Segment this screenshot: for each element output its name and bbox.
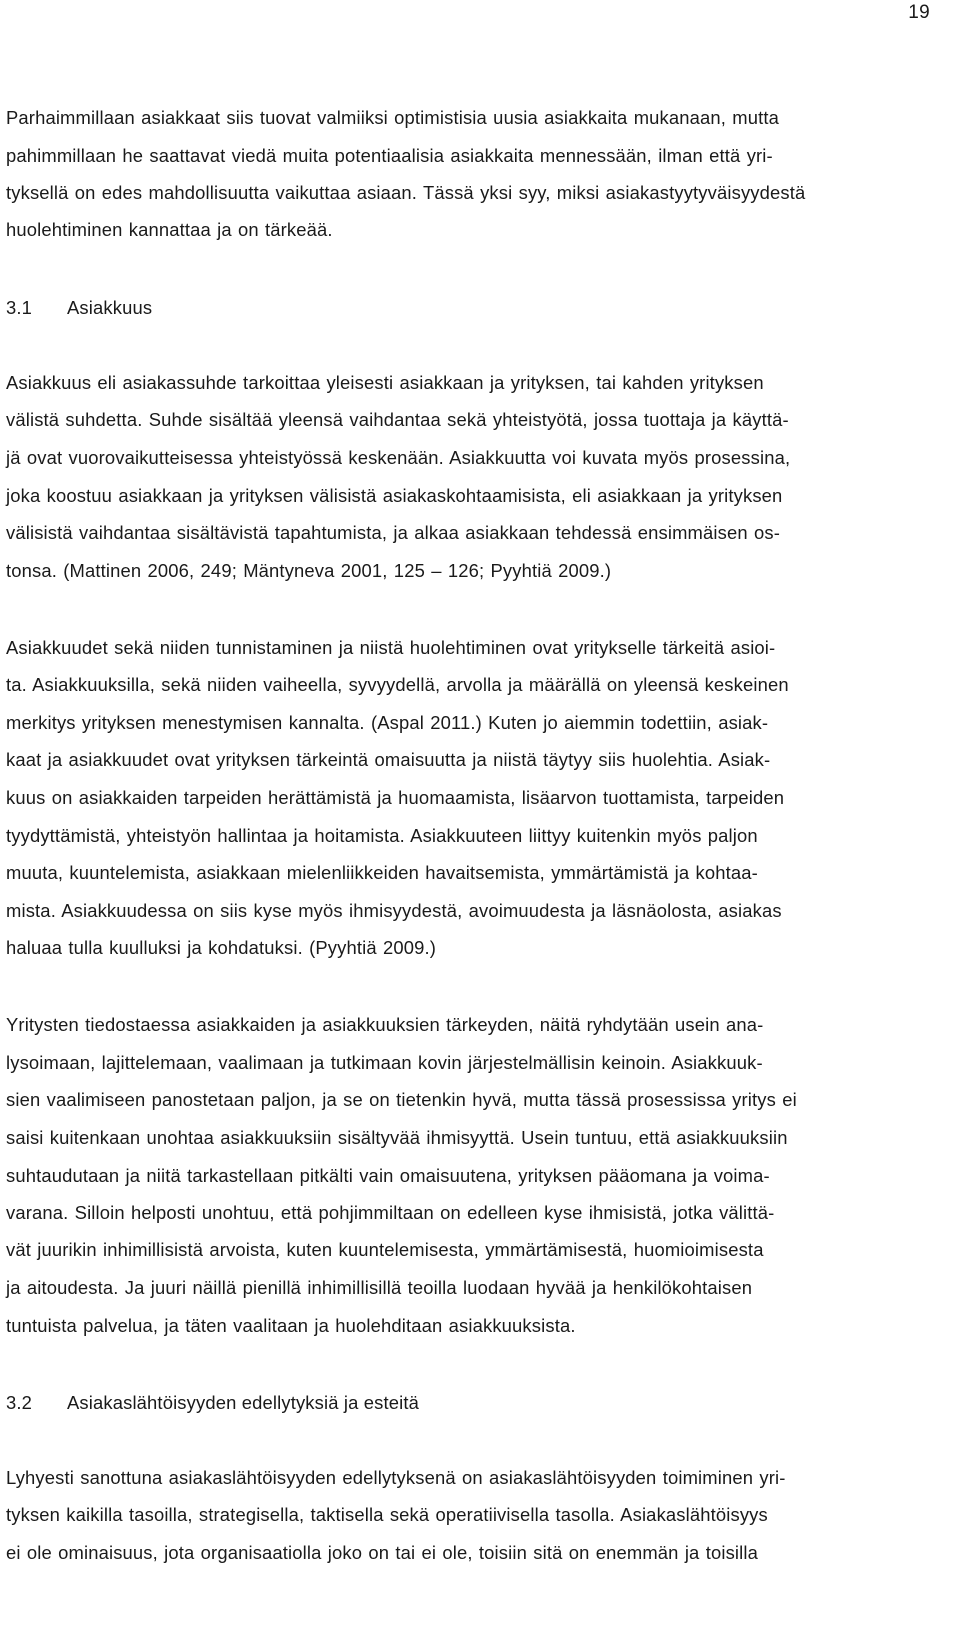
text-line: kaat ja asiakkuudet ovat yrityksen tärkeintä omaisuutta ja niistä täytyy siis huolehtia. Asiak- — [6, 749, 771, 770]
section-number: 3.2 — [6, 1392, 33, 1413]
section-heading-3-1 — [6, 296, 152, 320]
text-line: Asiakkuudet sekä niiden tunnistaminen ja niistä huolehtiminen ovat yritykselle tärkeitä asioi- — [6, 637, 776, 658]
text-line: suhtaudutaan ja niitä tarkastellaan pitkälti vain omaisuutena, yrityksen pääomana ja voima- — [6, 1165, 770, 1186]
text-line: joka koostuu asiakkaan ja yrityksen välisistä asiakaskohtaamisista, eli asiakkaan ja yrityksen — [6, 485, 783, 506]
text-line: jä ovat vuorovaikutteisessa yhteistyössä keskenään. Asiakkuutta voi kuvata myös prosessina, — [6, 447, 791, 468]
text-line: ja aitoudesta. Ja juuri näillä pienillä inhimillisillä teoilla luodaan hyvää ja henkilökohtaisen — [6, 1277, 753, 1298]
text-line: varana. Silloin helposti unohtuu, että pohjimmiltaan on edelleen kyse ihmisistä, jotka välittä- — [6, 1202, 775, 1223]
text-line: mista. Asiakkuudessa on siis kyse myös ihmisyydestä, avoimuudesta ja läsnäolosta, asiakas — [6, 900, 782, 921]
text-line: Yritysten tiedostaessa asiakkaiden ja asiakkuuksien tärkeyden, näitä ryhdytään usein ana- — [6, 1014, 764, 1035]
text-line: välisistä vaihdantaa sisältävistä tapahtumista, ja alkaa asiakkaan tehdessä ensimmäisen os- — [6, 522, 780, 543]
text-line: tonsa. (Mattinen 2006, 249; Mäntyneva 2001, 125 – 126; Pyyhtiä 2009.) — [6, 560, 612, 581]
text-line: kuus on asiakkaiden tarpeiden herättämistä ja huomaamista, lisäarvon tuottamista, tarpeiden — [6, 787, 785, 808]
text-line: välistä suhdetta. Suhde sisältää yleensä vaihdantaa sekä yhteistyötä, jossa tuottaja ja käyttä- — [6, 409, 789, 430]
text-line: lysoimaan, lajittelemaan, vaalimaan ja tutkimaan kovin järjestelmällisin keinoin. Asiakkuuk- — [6, 1052, 763, 1073]
text-line: Asiakkuus eli asiakassuhde tarkoittaa yleisesti asiakkaan ja yrityksen, tai kahden yrityksen — [6, 372, 764, 393]
page-number: 19 — [908, 2, 930, 23]
section-title: Asiakkuus — [67, 297, 153, 318]
text-line: sien vaalimiseen panostetaan paljon, ja se on tietenkin hyvä, mutta tässä prosessissa yritys ei — [6, 1089, 797, 1110]
section-heading-3-2 — [6, 1391, 419, 1415]
text-line: tyksellä on edes mahdollisuutta vaikuttaa asiaan. Tässä yksi syy, miksi asiakastyytyväisyydestä — [6, 182, 806, 203]
text-line: tuntuista palvelua, ja täten vaalitaan ja huolehditaan asiakkuuksista. — [6, 1315, 576, 1336]
section-title: Asiakaslähtöisyyden edellytyksiä ja esteitä — [67, 1392, 419, 1413]
text-line: vät juurikin inhimillisistä arvoista, kuten kuuntelemisesta, ymmärtämisestä, huomioimisesta — [6, 1239, 764, 1260]
text-line: saisi kuitenkaan unohtaa asiakkuuksiin sisältyvää ihmisyyttä. Usein tuntuu, että asiakkuuksiin — [6, 1127, 788, 1148]
text-line: Parhaimmillaan asiakkaat siis tuovat valmiiksi optimistisia uusia asiakkaita mukanaan, mutta — [6, 107, 780, 128]
text-line: muuta, kuuntelemista, asiakkaan mielenliikkeiden havaitsemista, ymmärtämistä ja kohtaa- — [6, 862, 758, 883]
text-line: tyksen kaikilla tasoilla, strategisella, taktisella sekä operatiivisella tasolla. Asiakaslähtöisyys — [6, 1504, 768, 1525]
text-line: huolehtiminen kannattaa ja on tärkeää. — [6, 219, 333, 240]
text-line: Lyhyesti sanottuna asiakaslähtöisyyden edellytyksenä on asiakaslähtöisyyden toimiminen yri- — [6, 1467, 786, 1488]
text-line: tyydyttämistä, yhteistyön hallintaa ja hoitamista. Asiakkuuteen liittyy kuitenkin myös paljon — [6, 825, 758, 846]
text-line: haluaa tulla kuulluksi ja kohdatuksi. (Pyyhtiä 2009.) — [6, 937, 437, 958]
text-line: ta. Asiakkuuksilla, sekä niiden vaiheella, syvyydellä, arvolla ja määrällä on yleensä keskeinen — [6, 674, 789, 695]
text-line: pahimmillaan he saattavat viedä muita potentiaalisia asiakkaita mennessään, ilman että yri- — [6, 145, 773, 166]
section-number: 3.1 — [6, 297, 33, 318]
text-line: merkitys yrityksen menestymisen kannalta. (Aspal 2011.) Kuten jo aiemmin todettiin, asiak- — [6, 712, 769, 733]
text-line: ei ole ominaisuus, jota organisaatiolla joko on tai ei ole, toisiin sitä on enemmän ja toisilla — [6, 1542, 758, 1563]
